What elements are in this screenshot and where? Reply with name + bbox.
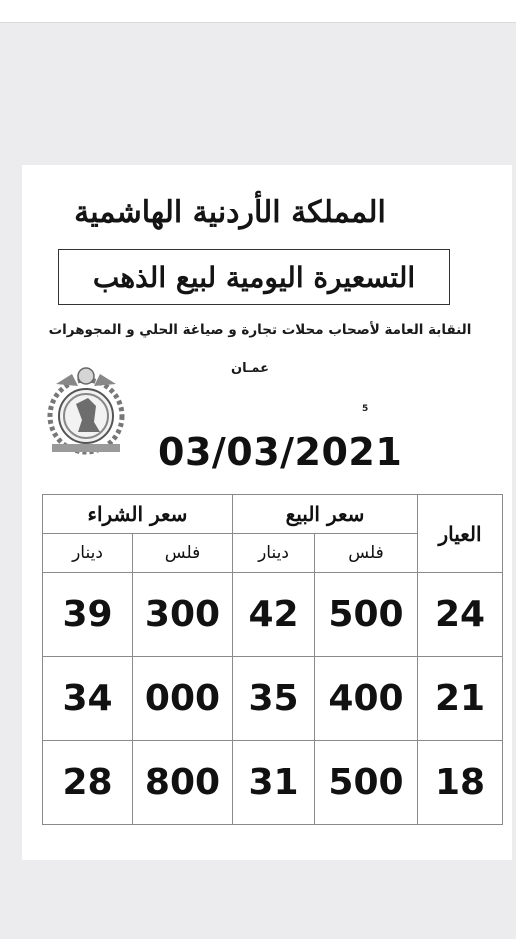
sell-dinar-header: دينار — [233, 534, 315, 573]
buy-dinar-cell: 28 — [43, 741, 133, 825]
buy-dinar-header: دينار — [43, 534, 133, 573]
date-label: 03/03/2021 — [158, 430, 403, 474]
sell-fils-cell: 500 — [315, 741, 418, 825]
buy-price-header: سعر الشراء — [43, 495, 233, 534]
sell-fils-header: فلس — [315, 534, 418, 573]
union-name: النقابة العامة لأصحاب محلات تجارة و صياغة الحلي و المجوهرات — [48, 322, 472, 338]
title-box — [58, 249, 450, 305]
karat-cell: 21 — [418, 657, 503, 741]
buy-dinar-cell: 34 — [43, 657, 133, 741]
sell-dinar-cell: 42 — [233, 573, 315, 657]
sell-fils-cell: 400 — [315, 657, 418, 741]
city-name: عمـان — [230, 361, 270, 376]
kingdom-heading: المملكة الأردنية الهاشمية — [74, 195, 386, 230]
table-row — [43, 741, 503, 825]
price-table — [42, 494, 503, 825]
sell-price-header: سعر البيع — [233, 495, 418, 534]
buy-fils-header: فلس — [133, 534, 233, 573]
sell-dinar-cell: 31 — [233, 741, 315, 825]
karat-cell: 18 — [418, 741, 503, 825]
sell-fils-cell: 500 — [315, 573, 418, 657]
buy-fils-cell: 800 — [133, 741, 233, 825]
karat-cell: 24 — [418, 573, 503, 657]
table-row — [43, 657, 503, 741]
sell-dinar-cell: 35 — [233, 657, 315, 741]
buy-dinar-cell: 39 — [43, 573, 133, 657]
page-title: التسعيرة اليومية لبيع الذهب — [92, 260, 416, 294]
top-bar — [0, 0, 516, 23]
table-row — [43, 573, 503, 657]
karat-header: العيار — [418, 495, 503, 573]
union-emblem-icon — [38, 360, 134, 460]
buy-fils-cell: 300 — [133, 573, 233, 657]
page-mark: 5 — [362, 404, 369, 414]
buy-fils-cell: 000 — [133, 657, 233, 741]
